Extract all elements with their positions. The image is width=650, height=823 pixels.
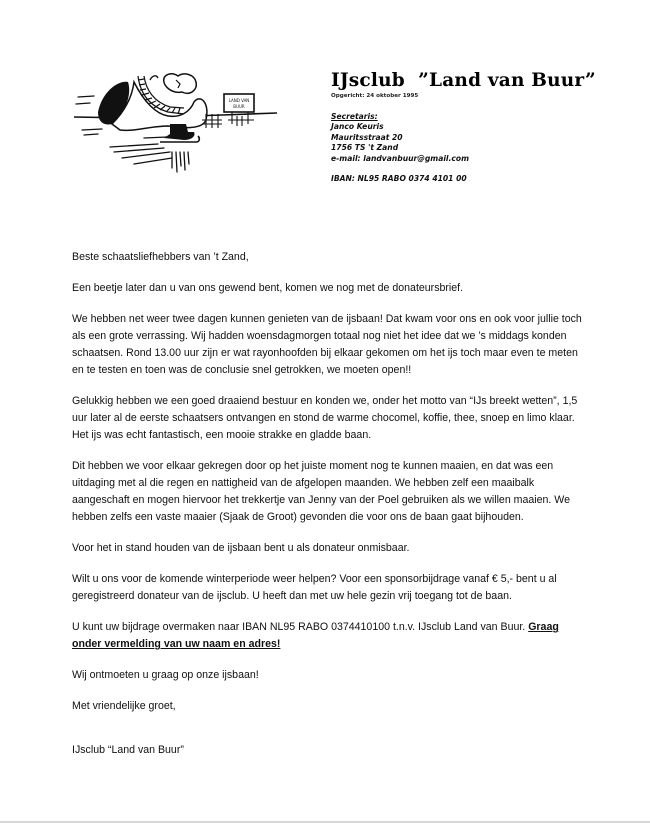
signature-spacer bbox=[72, 715, 582, 732]
paragraph-sponsor: Wilt u ons voor de komende winterperiode weer helpen? Voor een sponsorbijdrage vanaf € 5,- bent u al geregistreerd donateur van de ijsclub. U heeft dan met uw hele gezin vrij toegang tot de baan. bbox=[72, 573, 557, 602]
closing: Met vriendelijke groet, bbox=[72, 700, 176, 712]
letterhead bbox=[331, 70, 631, 184]
club-title: IJsclub ”Land van Buur” bbox=[331, 70, 596, 91]
paragraph-payment bbox=[72, 619, 582, 653]
paragraph-meet: Wij ontmoeten u graag op onze ijsbaan! bbox=[72, 669, 259, 681]
payment-emphasis: Graag onder vermelding van uw naam en adres! bbox=[72, 621, 559, 650]
paragraph-mowing: Dit hebben we voor elkaar gekregen door op het juiste moment nog te kunnen maaien, en dat was een uitdaging met al die regen en nattigheid van de afgelopen maanden. We hebben zelf een maaibalk aangeschaft en mogen hiervoor het trekkertje van Jenny van der Poel gebruiken als we willen maaien. We hebben zelfs een vaste maaier (Sjaak de Groot) gevonden die voor ons de baan gaat bijhouden. bbox=[72, 460, 570, 523]
founded-date: Opgericht: 24 oktober 1995 bbox=[331, 93, 419, 99]
letter-body bbox=[72, 249, 582, 773]
secretary-name: Janco Keuris bbox=[331, 122, 384, 132]
secretary-contact bbox=[331, 112, 631, 164]
logo-sign-text: LAND VAN bbox=[228, 98, 250, 103]
paragraph-board: Gelukkig hebben we een goed draaiend bestuur en konden we, onder het motto van “IJs breekt wetten”, 1,5 uur later al de eerste schaatsers ontvangen en stond de warme chocomel, koffie, thee, snoep en limo klaar. Het ijs was echt fantastisch, een mooie strakke en gladde baan. bbox=[72, 395, 578, 441]
payment-text: U kunt uw bijdrage overmaken naar IBAN NL95 RABO 0374410100 t.n.v. IJsclub Land van Buur. bbox=[72, 621, 529, 633]
salutation: Beste schaatsliefhebbers van ’t Zand, bbox=[72, 251, 249, 263]
paragraph-intro: Een beetje later dan u van ons gewend bent, komen we nog met de donateursbrief. bbox=[72, 282, 464, 294]
paragraph-donor: Voor het in stand houden van de ijsbaan bent u als donateur onmisbaar. bbox=[72, 542, 410, 554]
secretary-postal-city: 1756 TS 't Zand bbox=[331, 143, 399, 153]
skater-logo-icon bbox=[72, 72, 282, 177]
signature: IJsclub “Land van Buur” bbox=[72, 744, 184, 756]
paragraph-ice-rink: We hebben net weer twee dagen kunnen genieten van de ijsbaan! Dat kwam voor ons en ook voor jullie toch als een grote verrassing. Wij hadden woensdagmorgen totaal nog niet het idee dat we ’s middags konden schaatsen. Rond 13.00 uur zijn er wat rayonhoofden bij elkaar gekomen om het ijs toch maar even te meten en te testen en toen was de conclusie snel getrokken, we moeten open!! bbox=[72, 313, 582, 376]
club-iban: IBAN: NL95 RABO 0374 4101 00 bbox=[331, 174, 467, 184]
secretary-email: e-mail: landvanbuur@gmail.com bbox=[331, 153, 470, 163]
svg-text:BUUR: BUUR bbox=[233, 104, 245, 109]
secretary-street: Mauritsstraat 20 bbox=[331, 132, 403, 142]
secretary-label: Secretaris: bbox=[331, 112, 378, 121]
